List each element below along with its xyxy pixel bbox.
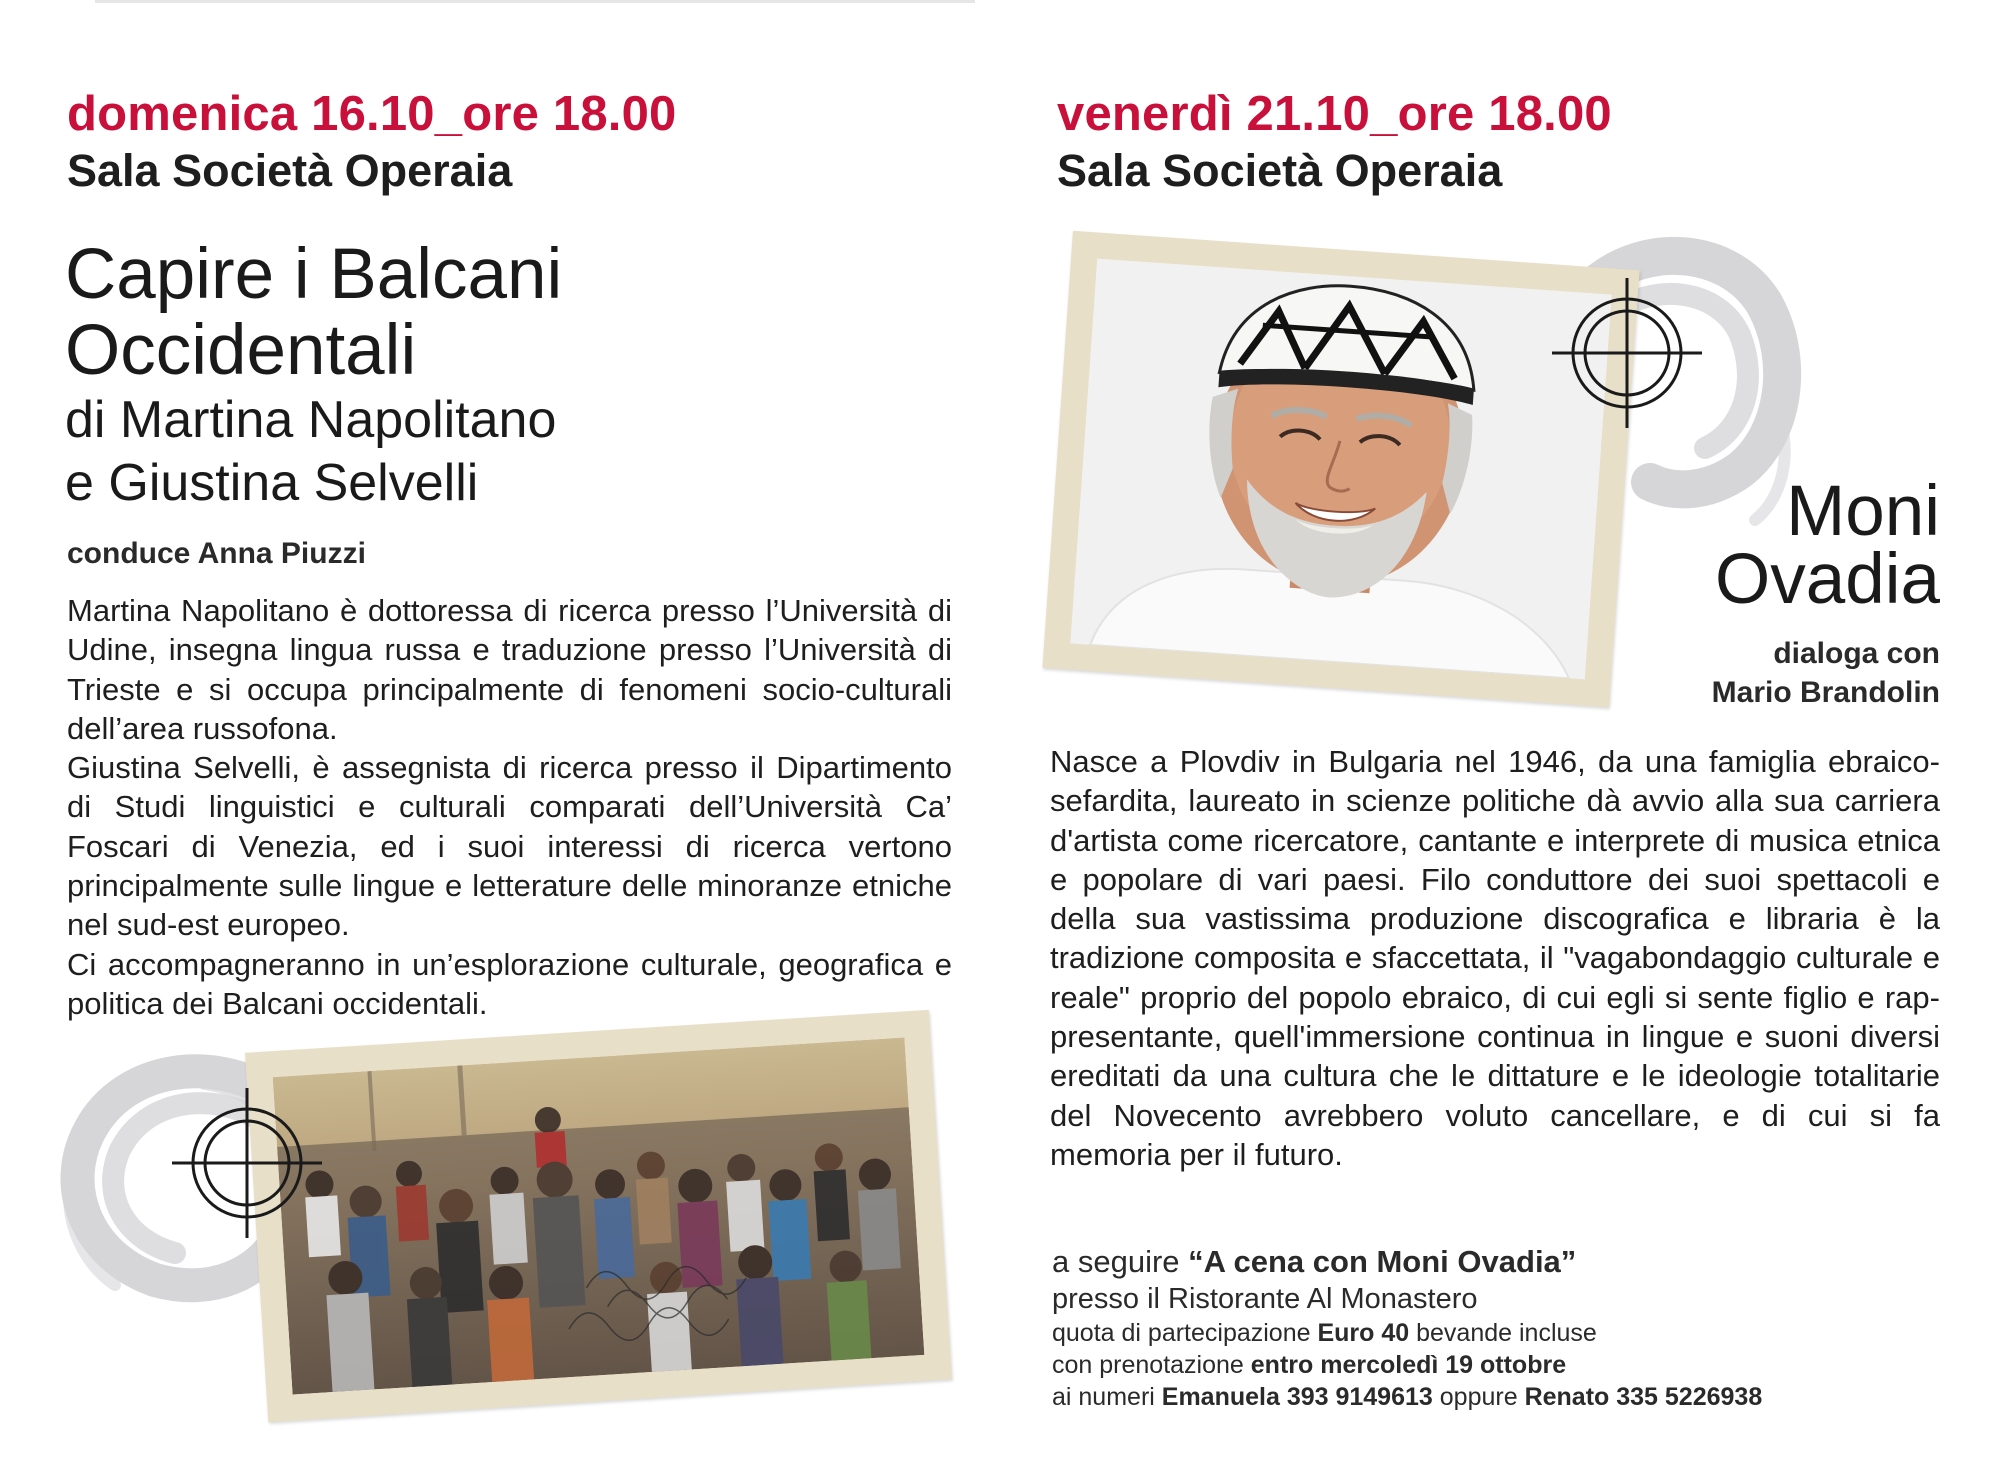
dinner-booking-line	[1052, 1349, 1762, 1381]
contact-renato: Renato 335 5226938	[1524, 1383, 1763, 1411]
contact-emanuela: Emanuela 393 9149613	[1161, 1383, 1433, 1411]
price-prefix: quota di partecipazione	[1052, 1319, 1318, 1347]
booking-deadline: entro mercoledì 19 ottobre	[1250, 1351, 1567, 1379]
left-event-venue: Sala Società Operaia	[67, 145, 513, 196]
paragraph-conclusion: Ci accompagneranno in un’esplorazione culturale, geografica e politica dei Balcani occidentali.	[67, 946, 952, 1021]
left-event-title	[65, 237, 562, 515]
speaker-name	[1715, 472, 1940, 619]
left-event-date: domenica 16.10_ore 18.00	[67, 87, 677, 141]
dialog-with-line-2: Mario Brandolin	[1711, 676, 1940, 709]
paragraph-napolitano: Martina Napolitano è dottoressa di ricerca presso l’Università di Udine, insegna lingua russa e traduzione presso l’Università di Trieste e si occupa principalmente di fenomeni socio-culturali dell’area russofona.	[67, 593, 952, 746]
dinner-event-name: “A cena con Moni Ovadia”	[1188, 1244, 1577, 1279]
crosshair-target-icon	[172, 1088, 322, 1238]
subtitle-line-1: di Martina Napolitano	[65, 391, 557, 449]
price-value: Euro 40	[1317, 1319, 1410, 1347]
crosshair-target-icon	[1552, 278, 1702, 428]
speaker-name-line-1: Moni	[1786, 472, 1940, 551]
right-event-date: venerdì 21.10_ore 18.00	[1057, 87, 1612, 141]
moderator-line: conduce Anna Piuzzi	[67, 537, 366, 570]
dinner-info	[1052, 1243, 1762, 1413]
price-suffix: bevande incluse	[1409, 1319, 1597, 1347]
dinner-contacts-line	[1052, 1381, 1762, 1413]
paragraph-selvelli: Giustina Selvelli, è assegnista di ricerca presso il Dipartimento di Studi linguistici e culturali comparati dell’Università Ca’ Foscari di Venezia, ed i suoi interessi di ricerca vertono principalmente sulle lingue e letterature delle minoranze etniche nel sud-est europeo.	[67, 750, 952, 943]
paragraph-biography: Nasce a Plovdiv in Bulgaria nel 1946, da una famiglia ebraico-sefardita, laureato in scienze politiche dà avvio alla sua carriera d'artista come ricercatore, cantante e interprete di musica etnica e popolare di vari paesi. Filo conduttore dei suoi spettacoli e della sua vastissima produzione discografica e libraria è la tradizione composita e sfaccettata, il "vagabondaggio culturale e reale" proprio del popolo ebraico, di cui egli si sente figlio e rappresentante, quell'immersione continua in lingue e suoni diversi ereditati da una cultura che le dittature e le ideologie totalitarie del Novecento avrebbero voluto cancellare, e di cui si fa memoria per il futuro.	[1050, 744, 1940, 1172]
booking-prefix: con prenotazione	[1052, 1351, 1251, 1379]
top-rule	[95, 0, 975, 3]
crowd-photo-frame	[245, 1010, 952, 1422]
portrait-photo-frame	[1042, 231, 1639, 708]
dinner-price-line	[1052, 1317, 1762, 1349]
crowd-photo	[273, 1037, 925, 1394]
moni-ovadia-portrait	[1070, 258, 1612, 679]
dinner-place: presso il Ristorante Al Monastero	[1052, 1283, 1478, 1315]
right-event-venue: Sala Società Operaia	[1057, 145, 1503, 196]
subtitle-line-2: e Giustina Selvelli	[65, 454, 479, 512]
right-description	[1050, 742, 1940, 1174]
dinner-title-line	[1052, 1243, 1762, 1281]
dialog-with-line-1: dialoga con	[1773, 637, 1940, 670]
contacts-separator: oppure	[1432, 1383, 1525, 1411]
title-line-2: Occidentali	[65, 311, 417, 390]
contacts-prefix: ai numeri	[1052, 1383, 1162, 1411]
speaker-name-line-2: Ovadia	[1715, 540, 1940, 619]
dinner-prefix: a seguire	[1052, 1244, 1189, 1279]
title-line-1: Capire i Balcani	[65, 235, 563, 314]
left-description	[67, 591, 952, 1023]
dialog-with	[1712, 634, 1940, 712]
